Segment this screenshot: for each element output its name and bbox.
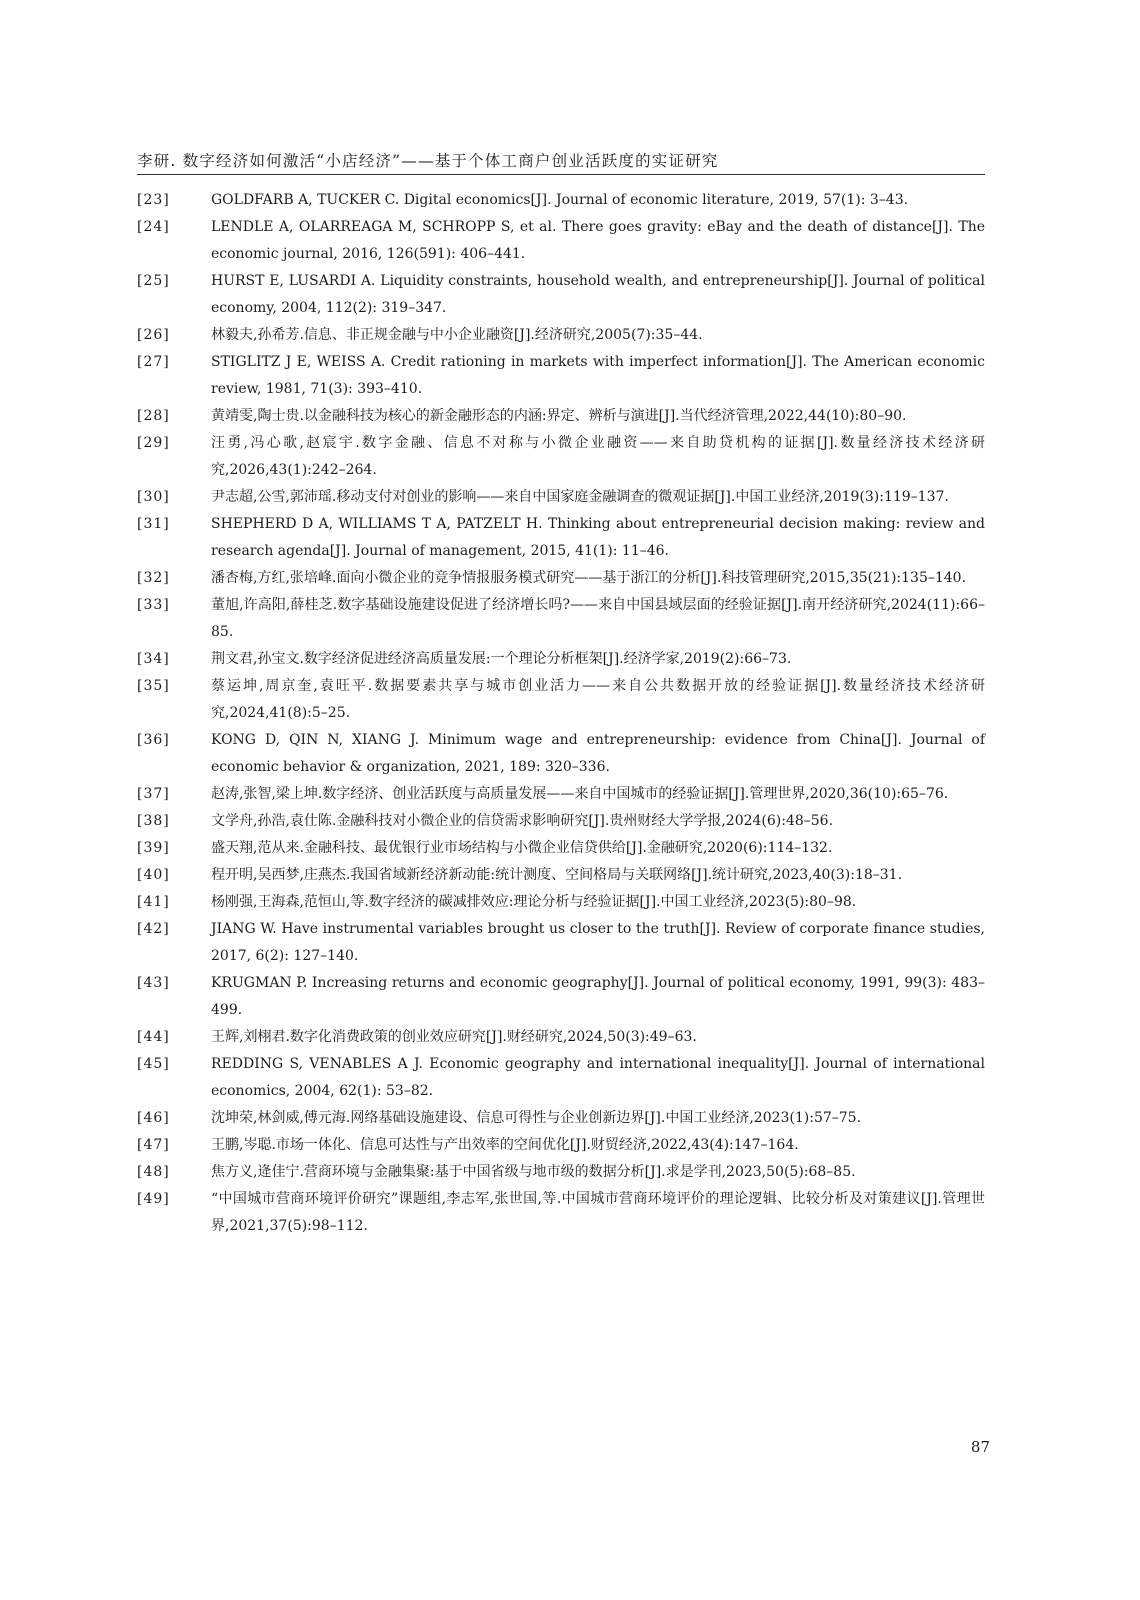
reference-item <box>137 322 985 349</box>
reference-item <box>137 1051 985 1105</box>
reference-number: [47] <box>137 1137 170 1153</box>
reference-number: [28] <box>137 408 170 424</box>
reference-text: 文学舟,孙浩,袁仕陈.金融科技对小微企业的信贷需求影响研究[J].贵州财经大学学报,2024(6):48–56. <box>211 813 834 829</box>
reference-item <box>137 835 985 862</box>
reference-item <box>137 349 985 403</box>
reference-item <box>137 808 985 835</box>
reference-text: 王鹏,岑聪.市场一体化、信息可达性与产出效率的空间优化[J].财贸经济,2022,43(4):147–164. <box>211 1137 799 1153</box>
reference-item <box>137 781 985 808</box>
header-rule <box>137 174 985 175</box>
reference-number: [38] <box>137 813 170 829</box>
reference-item <box>137 889 985 916</box>
reference-text: KONG D, QIN N, XIANG J. Minimum wage and entrepreneurship: evidence from China[J]. Journal of economic behavior & organization, 2021, 189: 320–336. <box>211 732 985 775</box>
reference-item <box>137 1105 985 1132</box>
reference-number: [43] <box>137 975 170 991</box>
reference-number: [27] <box>137 354 170 370</box>
reference-number: [40] <box>137 867 170 883</box>
reference-text: 赵涛,张智,梁上坤.数字经济、创业活跃度与高质量发展——来自中国城市的经验证据[J].管理世界,2020,36(10):65–76. <box>211 786 949 802</box>
reference-text: 程开明,吴西梦,庄燕杰.我国省域新经济新动能:统计测度、空间格局与关联网络[J].统计研究,2023,40(3):18–31. <box>211 867 903 883</box>
reference-item <box>137 268 985 322</box>
reference-text: 黄靖雯,陶士贵.以金融科技为核心的新金融形态的内涵:界定、辨析与演进[J].当代经济管理,2022,44(10):80–90. <box>211 408 907 424</box>
reference-text: HURST E, LUSARDI A. Liquidity constraints, household wealth, and entrepreneurship[J]. Journal of political economy, 2004, 112(2): 319–347. <box>211 273 985 316</box>
reference-list <box>137 187 985 1240</box>
reference-text: “中国城市营商环境评价研究”课题组,李志军,张世国,等.中国城市营商环境评价的理论逻辑、比较分析及对策建议[J].管理世界,2021,37(5):98–112. <box>211 1191 985 1234</box>
reference-item <box>137 484 985 511</box>
reference-item <box>137 646 985 673</box>
reference-text: 沈坤荣,林剑威,傅元海.网络基础设施建设、信息可得性与企业创新边界[J].中国工业经济,2023(1):57–75. <box>211 1110 862 1126</box>
reference-item <box>137 592 985 646</box>
reference-text: KRUGMAN P. Increasing returns and economic geography[J]. Journal of political economy, 1991, 99(3): 483–499. <box>211 975 985 1018</box>
reference-number: [35] <box>137 678 170 694</box>
reference-item <box>137 403 985 430</box>
page-number: 87 <box>970 1438 990 1456</box>
reference-text: 盛天翔,范从来.金融科技、最优银行业市场结构与小微企业信贷供给[J].金融研究,2020(6):114–132. <box>211 840 833 856</box>
reference-item <box>137 430 985 484</box>
reference-number: [41] <box>137 894 170 910</box>
reference-text: 林毅夫,孙希芳.信息、非正规金融与中小企业融资[J].经济研究,2005(7):35–44. <box>211 327 703 343</box>
reference-number: [45] <box>137 1056 170 1072</box>
reference-number: [34] <box>137 651 170 667</box>
reference-text: 王辉,刘栩君.数字化消费政策的创业效应研究[J].财经研究,2024,50(3):49–63. <box>211 1029 697 1045</box>
reference-item <box>137 970 985 1024</box>
reference-number: [39] <box>137 840 170 856</box>
reference-number: [37] <box>137 786 170 802</box>
reference-item <box>137 673 985 727</box>
reference-text: REDDING S, VENABLES A J. Economic geography and international inequality[J]. Journal of international economics, 2004, 62(1): 53–82. <box>211 1056 985 1099</box>
reference-number: [30] <box>137 489 170 505</box>
reference-text: 杨刚强,王海森,范恒山,等.数字经济的碳减排效应:理论分析与经验证据[J].中国工业经济,2023(5):80–98. <box>211 894 857 910</box>
reference-item <box>137 862 985 889</box>
reference-text: LENDLE A, OLARREAGA M, SCHROPP S, et al. There goes gravity: eBay and the death of distance[J]. The economic journal, 2016, 126(591): 406–441. <box>211 219 985 262</box>
reference-number: [29] <box>137 435 170 451</box>
reference-item <box>137 916 985 970</box>
reference-text: 汪勇,冯心歌,赵宸宇.数字金融、信息不对称与小微企业融资——来自助贷机构的证据[J].数量经济技术经济研究,2026,43(1):242–264. <box>211 435 985 478</box>
reference-text: 潘杏梅,方红,张培峰.面向小微企业的竞争情报服务模式研究——基于浙江的分析[J].科技管理研究,2015,35(21):135–140. <box>211 570 967 586</box>
reference-text: GOLDFARB A, TUCKER C. Digital economics[J]. Journal of economic literature, 2019, 57(1): 3–43. <box>211 192 909 208</box>
reference-text: 尹志超,公雪,郭沛瑶.移动支付对创业的影响——来自中国家庭金融调查的微观证据[J].中国工业经济,2019(3):119–137. <box>211 489 949 505</box>
reference-number: [44] <box>137 1029 170 1045</box>
reference-number: [46] <box>137 1110 170 1126</box>
reference-number: [42] <box>137 921 170 937</box>
reference-text: STIGLITZ J E, WEISS A. Credit rationing in markets with imperfect information[J]. The American economic review, 1981, 71(3): 393–410. <box>211 354 985 397</box>
reference-number: [25] <box>137 273 170 289</box>
reference-number: [49] <box>137 1191 170 1207</box>
reference-item <box>137 187 985 214</box>
reference-number: [48] <box>137 1164 170 1180</box>
reference-number: [31] <box>137 516 170 532</box>
reference-number: [32] <box>137 570 170 586</box>
reference-item <box>137 727 985 781</box>
reference-text: 董旭,许高阳,薛桂芝.数字基础设施建设促进了经济增长吗?——来自中国县域层面的经验证据[J].南开经济研究,2024(11):66–85. <box>211 597 985 640</box>
reference-item <box>137 565 985 592</box>
running-header: 李研. 数字经济如何激活“小店经济”——基于个体工商户创业活跃度的实证研究 <box>137 152 719 170</box>
reference-number: [36] <box>137 732 170 748</box>
reference-number: [23] <box>137 192 170 208</box>
reference-text: 蔡运坤,周京奎,袁旺平.数据要素共享与城市创业活力——来自公共数据开放的经验证据[J].数量经济技术经济研究,2024,41(8):5–25. <box>211 678 985 721</box>
reference-text: 荆文君,孙宝文.数字经济促进经济高质量发展:一个理论分析框架[J].经济学家,2019(2):66–73. <box>211 651 792 667</box>
reference-number: [26] <box>137 327 170 343</box>
reference-item <box>137 1132 985 1159</box>
reference-text: JIANG W. Have instrumental variables brought us closer to the truth[J]. Review of corporate finance studies, 2017, 6(2): 127–140. <box>211 921 985 964</box>
reference-item <box>137 1186 985 1240</box>
reference-item <box>137 511 985 565</box>
reference-item <box>137 1159 985 1186</box>
reference-number: [24] <box>137 219 170 235</box>
reference-number: [33] <box>137 597 170 613</box>
reference-text: 焦方义,逄佳宁.营商环境与金融集聚:基于中国省级与地市级的数据分析[J].求是学刊,2023,50(5):68–85. <box>211 1164 856 1180</box>
reference-item <box>137 214 985 268</box>
reference-item <box>137 1024 985 1051</box>
reference-text: SHEPHERD D A, WILLIAMS T A, PATZELT H. Thinking about entrepreneurial decision making: review and research agenda[J]. Journal of management, 2015, 41(1): 11–46. <box>211 516 985 559</box>
